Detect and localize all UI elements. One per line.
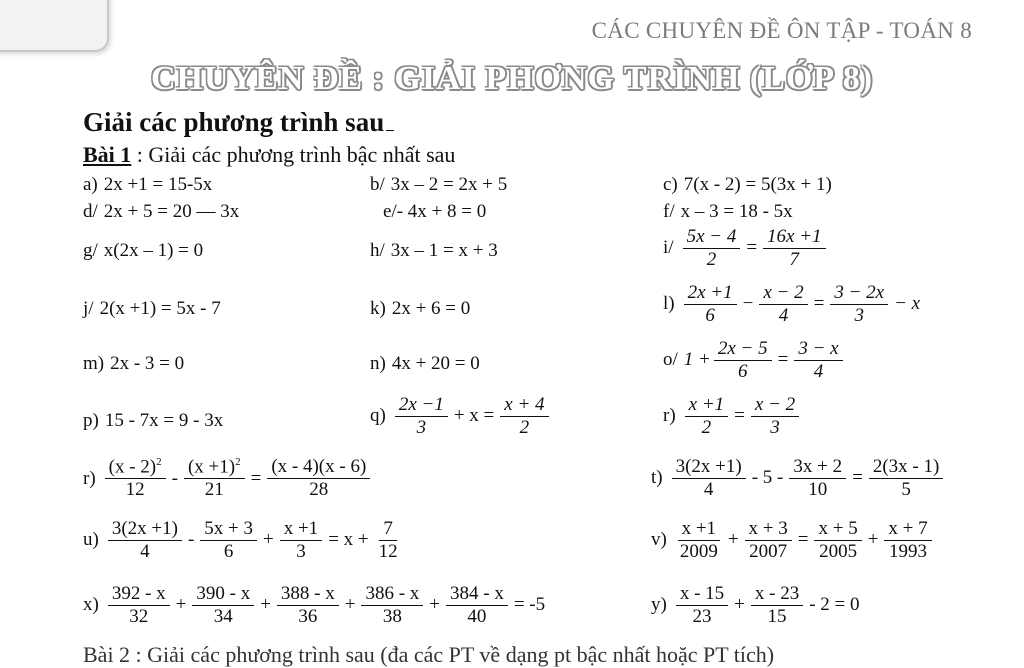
equation-r: r) $\frac{x +1}{2}$ = $\frac{x - 2}{3}$ (663, 394, 802, 439)
equation-p: p) 15 - 7x = 9 - 3x (83, 410, 224, 431)
equation-r2: r) $\frac{(x - 2)^2}{12}$ - $\frac{(x +1)^2}{21}$ = $\frac{(x - 4)(x - 6)}{28}$ (83, 456, 373, 501)
equation-x: x) $\frac{392 - x}{32}$ + $\frac{390 - x}{34}$ + $\frac{388 - x}{36}$ + $\frac{386 - x}{38}$ + $\frac{384 - x}{40}$ = -5 (83, 583, 546, 627)
equation-v: v) $\frac{x +1}{2009}$ + $\frac{x + 3}{2007}$ = $\frac{x + 5}{2005}$ + $\frac{x + 7}{1993}$ (651, 518, 935, 563)
equation-k: k) 2x + 6 = 0 (370, 298, 471, 319)
equation-f: f/ x – 3 = 18 - 5x (663, 201, 793, 222)
equation-d: d/ 2x + 5 = 20 — 3x (83, 201, 240, 222)
equation-i: i/ $\frac{5x - 4}{2}$ = $\frac{16x +1}{7}$ (663, 226, 829, 271)
document-header: CÁC CHUYÊN ĐỀ ÔN TẬP - TOÁN 8 (591, 18, 972, 43)
section-1-heading: Bài 1 : Giải các phương trình bậc nhất sau (83, 142, 456, 167)
instruction-heading: Giải các phương trình sau (83, 107, 394, 138)
equation-y: y) $\frac{x - 15}{23}$ + $\frac{x - 23}{15}$ - 2 = 0 (651, 583, 860, 627)
equation-o: o/ 1 + $\frac{2x - 5}{6}$ = $\frac{3 - x}{4}$ (663, 338, 846, 383)
equation-a: a) 2x +1 = 15-5x (83, 174, 213, 195)
equation-g: g/ x(2x – 1) = 0 (83, 240, 204, 261)
equation-t: t) $\frac{3(2x +1)}{4}$ - 5 - $\frac{3x + 2}{10}$ = $\frac{2(3x - 1)}{5}$ (651, 456, 946, 501)
equation-q: q) $\frac{2x -1}{3}$ + x = $\frac{x + 4}{2}$ (370, 394, 552, 439)
equation-b: b/ 3x – 2 = 2x + 5 (370, 174, 508, 195)
equation-u: u) $\frac{3(2x +1)}{4}$ - $\frac{5x + 3}{6}$ + $\frac{x +1}{3}$ = x + $\frac{7}{12}$ (83, 518, 398, 562)
equation-c: c) 7(x - 2) = 5(3x + 1) (663, 174, 832, 195)
equation-j: j/ 2(x +1) = 5x - 7 (83, 298, 221, 319)
equation-e: e/ - 4x + 8 = 0 (383, 201, 487, 222)
section-2-heading: Bài 2 : Giải các phương trình sau (đa các PT về dạng pt bậc nhất hoặc PT tích) (83, 642, 775, 667)
corner-tab (0, 0, 109, 52)
equation-n: n) 4x + 20 = 0 (370, 353, 480, 374)
equation-m: m) 2x - 3 = 0 (83, 353, 185, 374)
chapter-banner: CHUYÊN ĐỀ : GIẢI PHƠNG TRÌNH (LỚP 8) (150, 60, 874, 97)
equation-h: h/ 3x – 1 = x + 3 (370, 240, 498, 261)
equation-l: l) $\frac{2x +1}{6}$ − $\frac{x - 2}{4}$ = $\frac{3 - 2x}{3}$ − x (663, 282, 921, 326)
